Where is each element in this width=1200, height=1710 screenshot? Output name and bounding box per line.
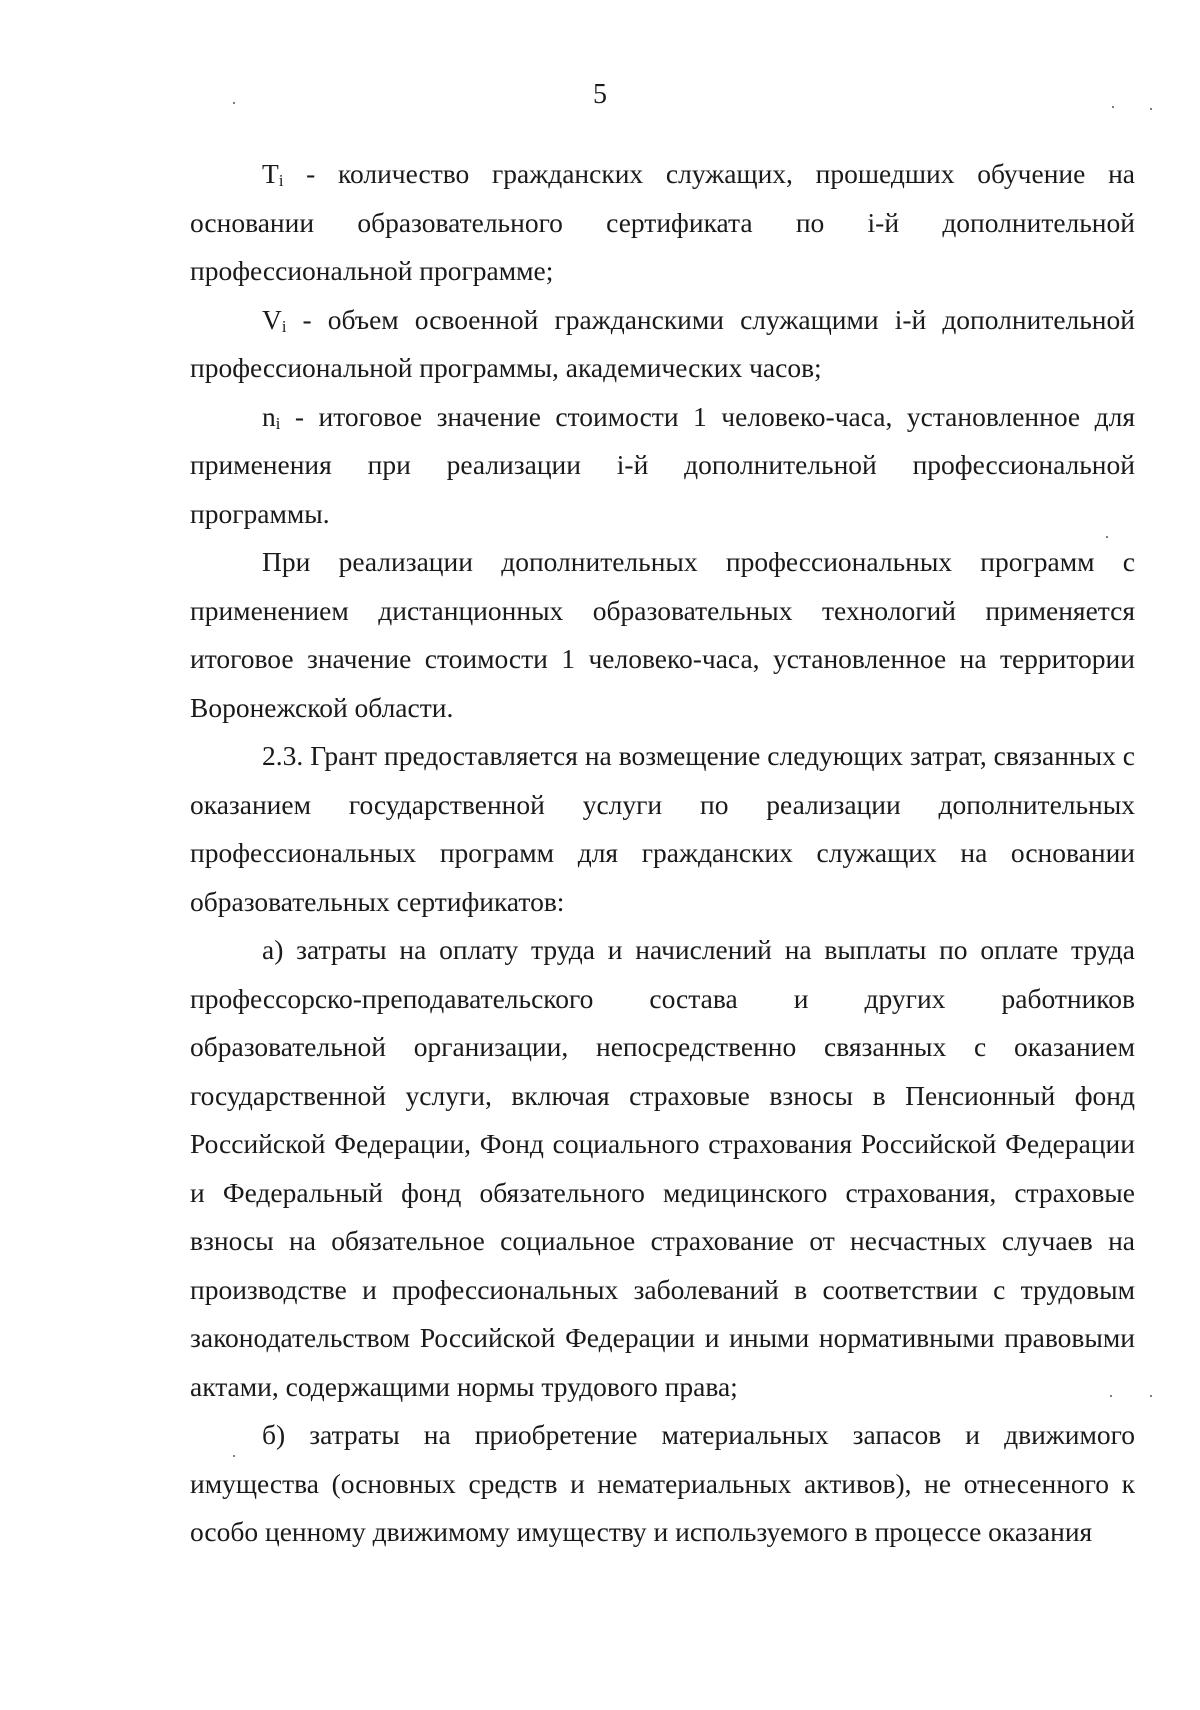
definition-text-n: - итоговое значение стоимости 1 человеко-часа, установленное для применения при реализации i-й дополнительной профессиональной программы.: [190, 400, 1135, 529]
distance-learning-paragraph: При реализации дополнительных профессиональных программ с применением дистанционных образовательных технологий применяется итоговое значение стоимости 1 человеко-часа, установленное на территории Воронежской области.: [190, 546, 1135, 723]
document-body: [190, 150, 1135, 1557]
variable-n: $n_i$: [262, 400, 281, 433]
variable-v: $V_i$: [262, 303, 287, 336]
definition-paragraph-n: [190, 393, 1135, 539]
section-2-3-paragraph: 2.3. Грант предоставляется на возмещение следующих затрат, связанных с оказанием государственной услуги по реализации дополнительных профессиональных программ для гражданских служащих на основании образовательных сертификатов:: [190, 740, 1135, 917]
scan-speck: [1150, 1395, 1152, 1397]
item-b-paragraph: б) затраты на приобретение материальных запасов и движимого имущества (основных средств и нематериальных активов), не отнесенного к особо ценному движимому имуществу и используемого в процессе оказания: [190, 1419, 1135, 1547]
item-a-paragraph: а) затраты на оплату труда и начислений на выплаты по оплате труда профессорско-преподавательского состава и других работников образовательной организации, непосредственно связанных с оказанием государственной услуги, включая страховые взносы в Пенсионный фонд Российской Федерации, Фонд социального страхования Российской Федерации и Федеральный фонд обязательного медицинского страхования, страховые взносы на обязательное социальное страхование от несчастных случаев на производстве и профессиональных заболеваний в соответствии с трудовым законодательством Российской Федерации и иными нормативными правовыми актами, содержащими нормы трудового права;: [190, 934, 1135, 1402]
variable-t: $T_i$: [262, 158, 284, 190]
page-number: 5: [593, 79, 607, 110]
definition-paragraph-t: [190, 150, 1135, 296]
definition-text-v: - объем освоенной гражданскими служащими i-й дополнительной профессиональной программы, академических часов;: [190, 303, 1135, 383]
definition-paragraph-v: [190, 296, 1135, 393]
definition-text-t: - количество гражданских служащих, прошедших обучение на основании образовательного сертификата по i-й дополнительной профессиональной программе;: [190, 158, 1135, 286]
